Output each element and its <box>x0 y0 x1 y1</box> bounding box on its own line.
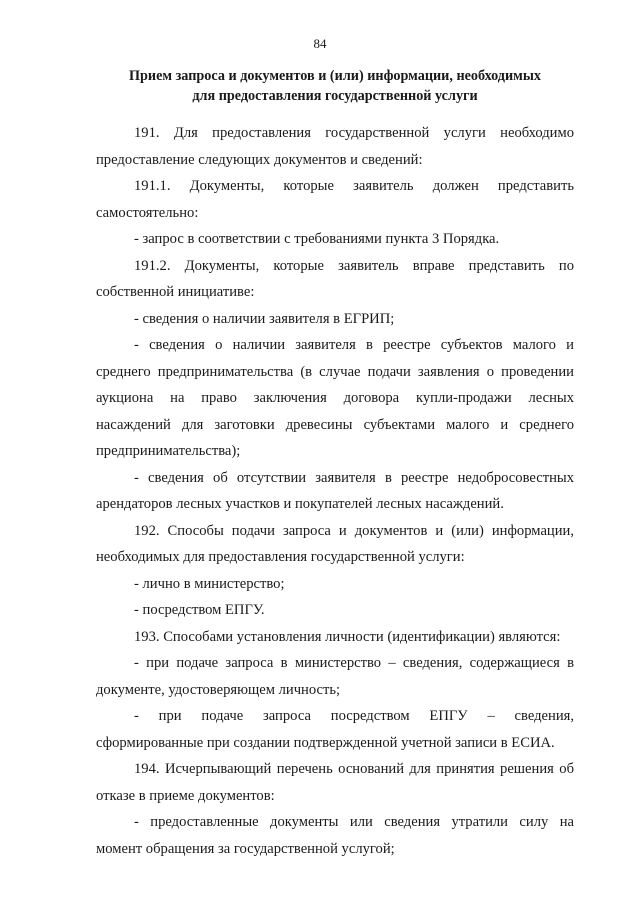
paragraph <box>96 650 574 703</box>
paragraph <box>96 306 574 333</box>
section-heading <box>96 66 574 106</box>
paragraph <box>96 173 574 226</box>
paragraph-line: момент обращения за государственной услугой; <box>96 840 395 857</box>
paragraph-line: предоставление следующих документов и сведений: <box>96 151 423 168</box>
paragraph-line: - сведения о наличии заявителя в ЕГРИП; <box>134 310 395 327</box>
paragraph-line: - сведения об отсутствии заявителя в реестре недобросовестных <box>134 469 574 486</box>
paragraph-line: самостоятельно: <box>96 204 199 221</box>
page-number: 84 <box>313 36 327 51</box>
paragraph-line: 193. Способами установления личности (идентификации) являются: <box>134 628 561 645</box>
paragraph <box>96 597 574 624</box>
paragraph <box>96 332 574 465</box>
paragraph-line: 194. Исчерпывающий перечень оснований для принятия решения об <box>134 761 574 777</box>
paragraph <box>96 571 574 598</box>
heading-line-2: для предоставления государственной услуги <box>192 88 478 104</box>
paragraph <box>96 120 574 173</box>
paragraph <box>96 809 574 862</box>
paragraph <box>96 703 574 756</box>
paragraph-line: - сведения о наличии заявителя в реестре субъектов малого и <box>134 337 574 353</box>
paragraph-line: арендаторов лесных участков и покупателей лесных насаждений. <box>96 496 504 512</box>
paragraph-line: отказе в приеме документов: <box>96 787 275 804</box>
paragraph-line: необходимых для предоставления государственной услуги: <box>96 549 465 565</box>
paragraph-line: - посредством ЕПГУ. <box>134 602 265 618</box>
paragraph-line: - предоставленные документы или сведения утратили силу на <box>134 814 574 830</box>
paragraph <box>96 253 574 306</box>
paragraph <box>96 756 574 809</box>
paragraph <box>96 518 574 571</box>
paragraph-line: аукциона на право заключения договора купли-продажи лесных <box>96 390 574 406</box>
paragraph <box>96 465 574 518</box>
paragraph-line: сформированные при создании подтвержденной учетной записи в ЕСИА. <box>96 734 555 751</box>
paragraph-line: 191. Для предоставления государственной услуги необходимо <box>134 125 574 141</box>
paragraph-line: 192. Способы подачи запроса и документов и (или) информации, <box>134 522 574 539</box>
paragraph <box>96 226 574 253</box>
paragraph-line: - при подаче запроса посредством ЕПГУ – сведения, <box>134 708 574 724</box>
paragraph-line: среднего предпринимательства (в случае подачи заявления о проведении <box>96 363 574 380</box>
paragraph <box>96 624 574 651</box>
paragraph-line: собственной инициативе: <box>96 284 255 300</box>
paragraph-line: документе, удостоверяющем личность; <box>96 681 341 698</box>
heading-line-1: Прием запроса и документов и (или) информации, необходимых <box>128 68 541 84</box>
paragraph-line: насаждений для заготовки древесины субъектами малого и среднего <box>96 416 574 433</box>
paragraph-line: - при подаче запроса в министерство – сведения, содержащиеся в <box>134 655 574 671</box>
document-body <box>96 120 574 862</box>
paragraph-line: - лично в министерство; <box>134 575 285 592</box>
paragraph-line: 191.1. Документы, которые заявитель должен представить <box>134 178 574 194</box>
paragraph-line: 191.2. Документы, которые заявитель вправе представить по <box>134 257 574 274</box>
paragraph-line: предпринимательства); <box>96 443 241 459</box>
paragraph-line: - запрос в соответствии с требованиями пункта 3 Порядка. <box>134 231 500 247</box>
